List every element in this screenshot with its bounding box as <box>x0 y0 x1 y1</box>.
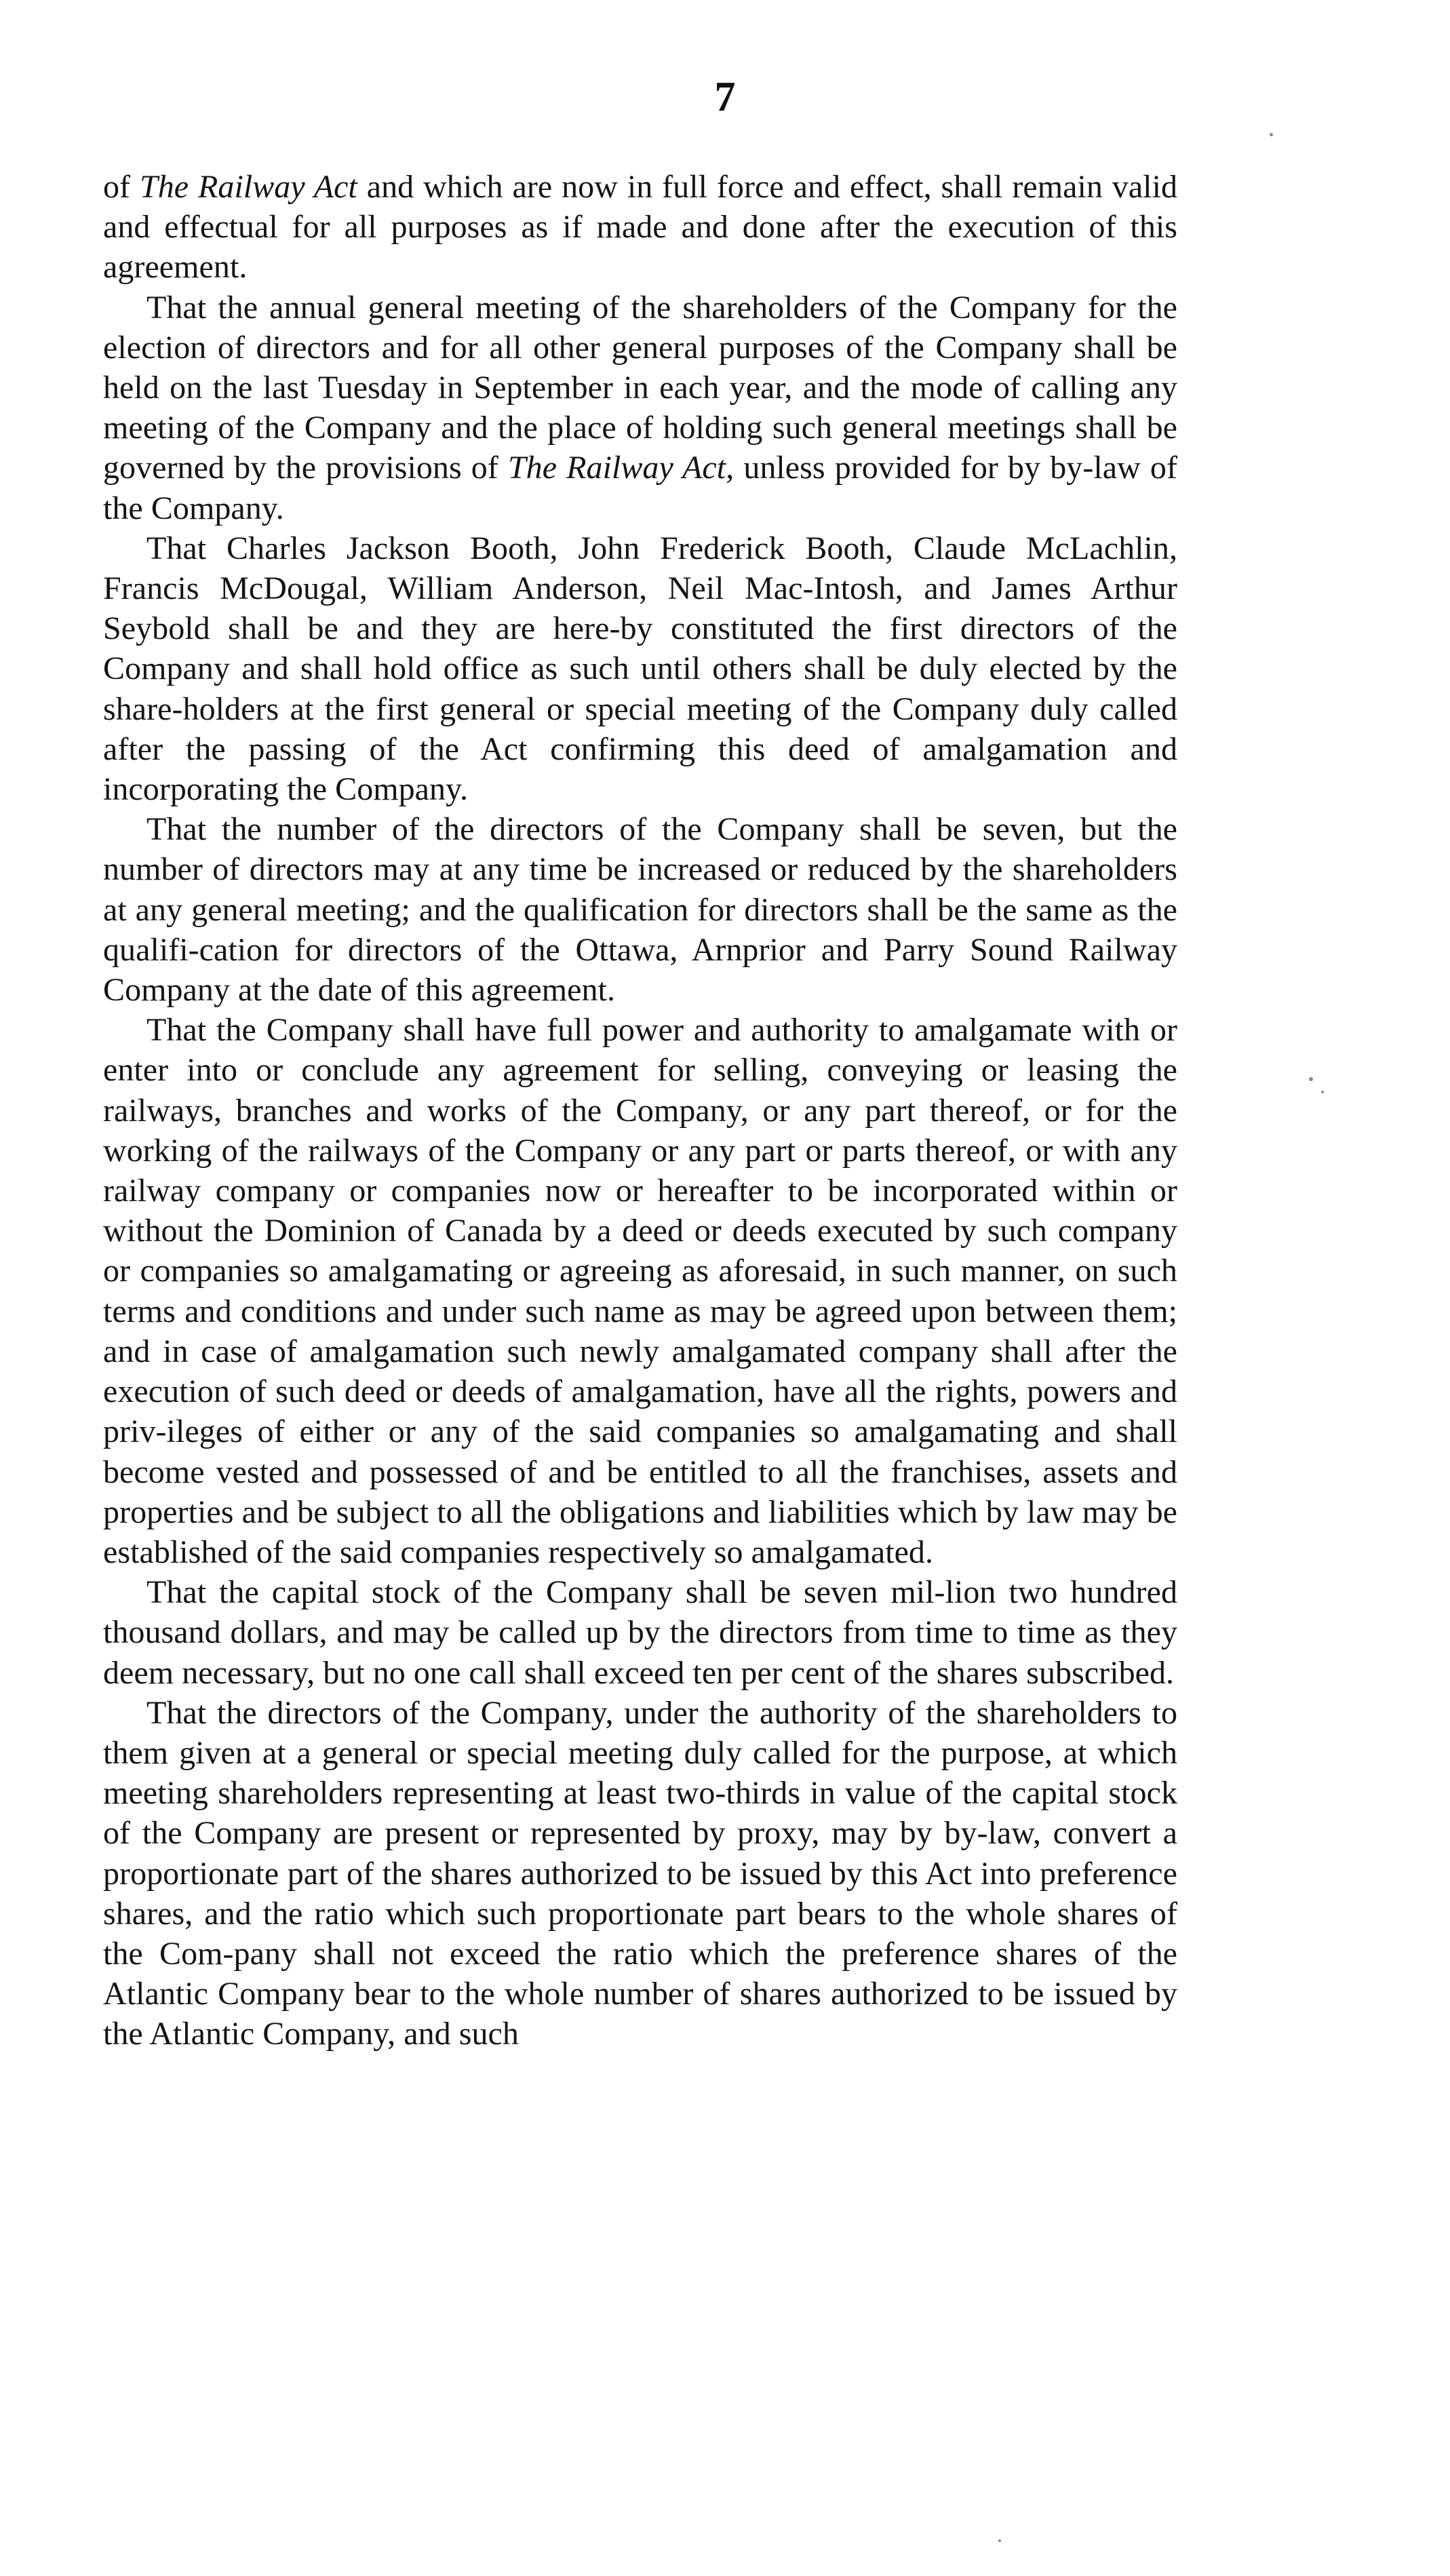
italic-title: The Railway Act <box>139 169 357 205</box>
scan-speck <box>998 2539 1001 2542</box>
italic-title: The Railway Act, <box>507 450 734 486</box>
paragraph <box>103 167 1177 288</box>
page-number: 7 <box>714 74 736 120</box>
scan-speck <box>1321 1091 1324 1093</box>
paragraph <box>103 528 1177 809</box>
paragraph-text: That the annual general meeting of the shareholders of the Company for the election of directors and for all other general purposes of the Company shall be held on the last Tuesday in September in each year, and the mode of calling any meeting of the Company and the place of holding such general meetings shall be governed by the provisions of <box>103 289 1177 486</box>
paragraph <box>103 288 1177 528</box>
paragraph <box>103 1693 1177 2054</box>
paragraph <box>103 1572 1177 1693</box>
paragraph-text: That the directors of the Company, under the authority of the shareholders to them given at a general or special meeting duly called for the purpose, at which meeting shareholders representing at least two-thirds in value of the capital stock of the Company are present or represented by proxy, may by by-law, convert a proportionate part of the shares authorized to be issued by this Act into preference shares, and the ratio which such proportionate part bears to the whole shares of the Com-pany shall not exceed the ratio which the preference shares of the Atlantic Company bear to the whole number of shares authorized to be issued by the Atlantic Company, and such <box>103 1694 1177 2052</box>
paragraph-text: unless provided for by by-law of the Company. <box>103 450 1177 526</box>
scan-speck <box>1270 133 1273 136</box>
paragraph-text: That the Company shall have full power and authority to amalgamate with or enter into or conclude any agreement for selling, conveying or leasing the railways, branches and works of the Company, or any part thereof, or for the working of the railways of the Company or any part or parts thereof, or with any railway company or companies now or hereafter to be incorporated within or without the Dominion of Canada by a deed or deeds executed by such company or companies so amalgamating or agreeing as aforesaid, in such manner, on such terms and conditions and under such name as may be agreed upon between them; and in case of amalgamation such newly amalgamated company shall after the execution of such deed or deeds of amalgamation, have all the rights, powers and priv-ileges of either or any of the said companies so amalgamating and shall become vested and possessed of and be entitled to all the franchises, assets and properties and be subject to all the obligations and liabilities which by law may be established of the said companies respectively so amalgamated. <box>103 1012 1177 1570</box>
paragraph-text: That the number of the directors of the Company shall be seven, but the number of directors may at any time be increased or reduced by the shareholders at any general meeting; and the qualification for directors shall be the same as the qualifi-cation for directors of the Ottawa, Arnprior and Parry Sound Railway Company at the date of this agreement. <box>103 811 1177 1009</box>
paragraph <box>103 1010 1177 1572</box>
body-text <box>103 167 1177 2054</box>
paragraph <box>103 809 1177 1010</box>
scan-speck <box>1309 1077 1313 1081</box>
paragraph-text: of <box>103 169 140 205</box>
paragraph-text: That the capital stock of the Company shall be seven mil-lion two hundred thousand dollars, and may be called up by the directors from time to time as they deem necessary, but no one call shall exceed ten per cent of the shares subscribed. <box>103 1574 1177 1691</box>
paragraph-text: and which are now in full force and effect, shall remain valid and effectual for all purposes as if made and done after the execution of this agreement. <box>103 169 1178 286</box>
paragraph-text: That Charles Jackson Booth, John Frederick Booth, Claude McLachlin, Francis McDougal, William Anderson, Neil Mac-Intosh, and James Arthur Seybold shall be and they are here-by constituted the first directors of the Company and shall hold office as such until others shall be duly elected by the share-holders at the first general or special meeting of the Company duly called after the passing of the Act confirming this deed of amalgamation and incorporating the Company. <box>103 530 1177 808</box>
